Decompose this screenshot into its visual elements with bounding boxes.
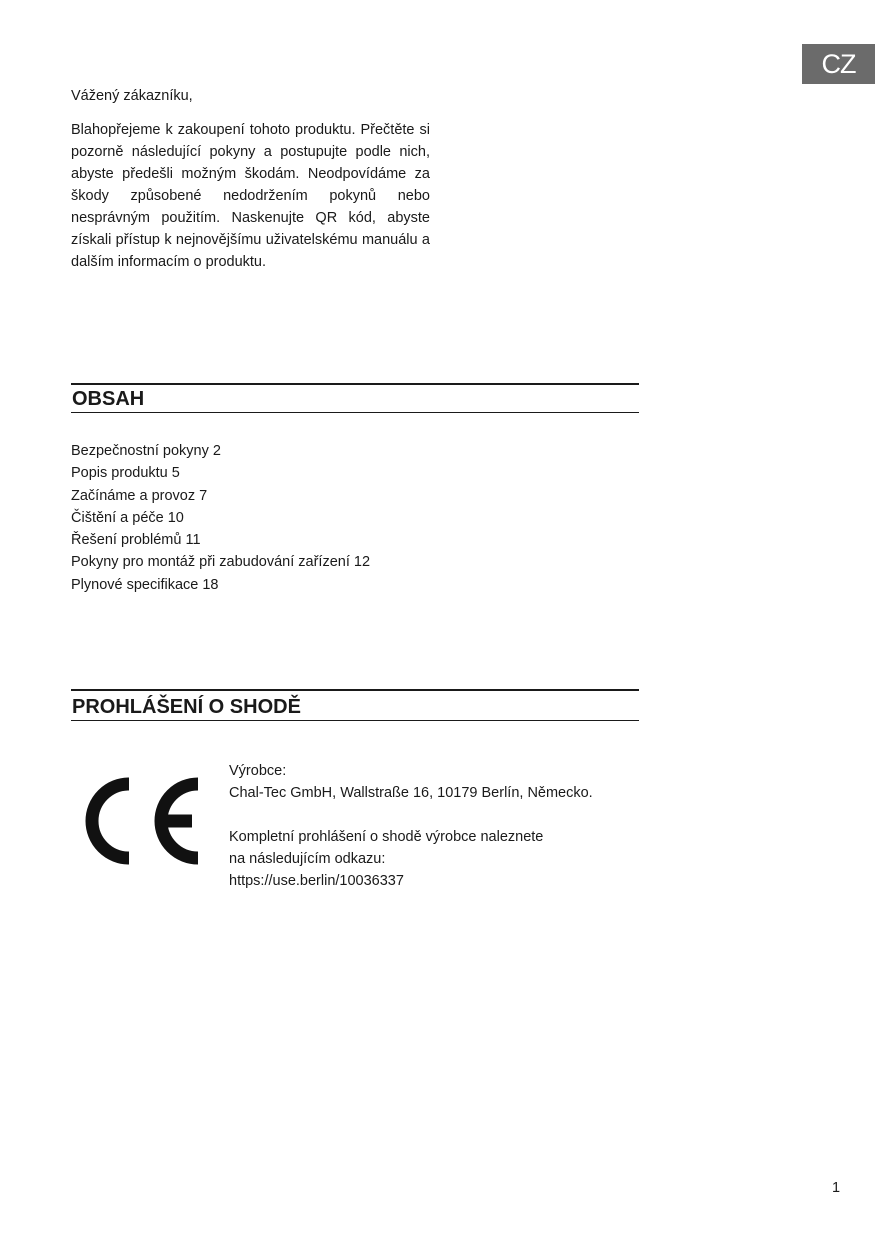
toc-header bbox=[71, 383, 639, 413]
manufacturer-address: Chal-Tec GmbH, Wallstraße 16, 10179 Berlín, Německo. bbox=[229, 785, 593, 801]
toc-title: OBSAH bbox=[72, 387, 145, 410]
ce-mark-icon bbox=[84, 776, 208, 866]
declaration-header bbox=[71, 689, 639, 721]
language-tab: CZ bbox=[802, 44, 875, 84]
toc-item: Čištění a péče 10 bbox=[71, 509, 184, 526]
toc-item: Pokyny pro montáž při zabudování zařízení 12 bbox=[71, 554, 371, 571]
declaration-bottom-rule bbox=[71, 720, 639, 722]
toc-item: Bezpečnostní pokyny 2 bbox=[71, 443, 221, 459]
declaration-text-line: Kompletní prohlášení o shodě výrobce naleznete bbox=[229, 829, 544, 845]
toc-item: Popis produktu 5 bbox=[71, 465, 180, 482]
declaration-text-line: na následujícím odkazu: bbox=[229, 851, 386, 867]
declaration-title: PROHLÁŠENÍ O SHODĚ bbox=[72, 695, 301, 718]
page-number: 1 bbox=[832, 1180, 841, 1196]
intro-paragraph: Blahopřejeme k zakoupení tohoto produktu. Přečtěte si pozorně následující pokyny a postupujte podle nich, abyste předešli možným škodám. Neodpovídáme za škody způsobené nedodržením pokynů nebo nesprávným použitím. Naskenujte QR kód, abyste získali přístup k nejnovějšímu uživatelskému manuálu a dalším informacím o produktu. bbox=[71, 122, 430, 270]
declaration-text bbox=[229, 760, 593, 892]
toc-item: Řešení problémů 11 bbox=[71, 532, 201, 549]
toc-item: Začínáme a provoz 7 bbox=[71, 487, 208, 504]
toc-item: Plynové specifikace 18 bbox=[71, 576, 219, 593]
toc-list bbox=[71, 440, 370, 596]
manufacturer-label: Výrobce: bbox=[229, 763, 287, 779]
toc-bottom-rule bbox=[71, 412, 639, 414]
greeting: Vážený zákazníku, bbox=[71, 88, 193, 104]
declaration-link[interactable]: https://use.berlin/10036337 bbox=[229, 873, 404, 889]
